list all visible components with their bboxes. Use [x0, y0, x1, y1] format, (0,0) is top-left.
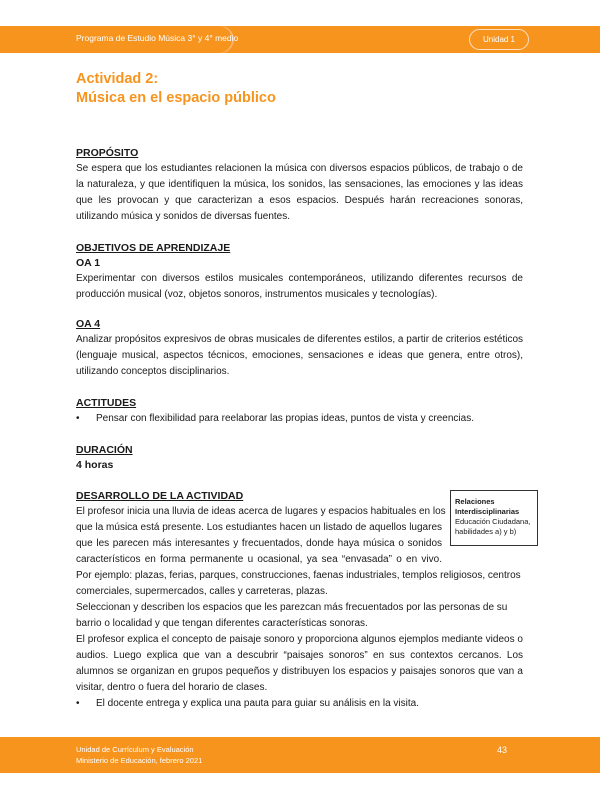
activity-number: Actividad 2: — [76, 71, 159, 87]
page-number: 43 — [497, 745, 508, 755]
footer-ministry: Ministerio de Educación, febrero 2021 — [76, 756, 203, 765]
development-line: característicos en forma permanente u ocasional, ya sea “envasada” o en vivo. — [76, 554, 442, 565]
interdisciplinary-callout — [450, 490, 538, 546]
activity-name: Música en el espacio público — [76, 90, 276, 106]
development-line: El profesor inicia una lluvia de ideas acerca de lugares y espacios habituales en los — [76, 506, 446, 517]
oa4-text: Analizar propósitos expresivos de obras musicales de diferentes estilos, a partir de criterios estéticos (lenguaje musical, aspectos técnicos, emociones, sensaciones e ideas que genera, entre otros), utilizando conceptos disciplinarios. — [76, 334, 523, 377]
purpose-heading: PROPÓSITO — [76, 147, 139, 159]
activity-title — [76, 70, 523, 108]
duration-value: 4 horas — [76, 459, 114, 471]
development-line: que la música está presente. Los estudiantes hacen un listado de aquellos lugares — [76, 522, 442, 533]
oa4-title: OA 4 — [76, 318, 101, 330]
callout-heading-2: Interdisciplinarias — [455, 507, 520, 516]
attitudes-text: Pensar con flexibilidad para reelaborar las propias ideas, puntos de vista y creencias. — [96, 413, 474, 424]
development-paragraph-2: Seleccionan y describen los espacios que les parezcan más frecuentados por las personas de su barrio o localidad y que tengan diferentes características sonoras. — [76, 602, 508, 629]
development-examples: Por ejemplo: plazas, ferias, parques, construcciones, faenas industriales, templos religiosos, centros comerciales, supermercados, calles y carreteras, plazas. — [76, 570, 521, 597]
purpose-text: Se espera que los estudiantes relacionen la música con diversos espacios públicos, de trabajo o de la naturaleza, y que identifiquen la música, los sonidos, las sensaciones, las emociones y las ideas que les provocan y que caracterizan a esos espacios. Después harán recreaciones sonoras, utilizando música y sonidos de diversas fuentes. — [76, 163, 523, 222]
development-bullet-text: El docente entrega y explica una pauta para guiar su análisis en la visita. — [96, 698, 419, 709]
development-heading: DESARROLLO DE LA ACTIVIDAD — [76, 490, 244, 502]
development-line: que les parecen más interesantes y frecuentados, donde haya música o sonidos — [76, 538, 442, 549]
development-intro — [76, 504, 446, 568]
callout-heading-1: Relaciones — [455, 497, 495, 506]
footer-bar — [0, 737, 600, 773]
unit-badge: Unidad 1 — [469, 29, 529, 50]
callout-text-1: Educación Ciudadana, — [455, 517, 531, 526]
bullet-marker: • — [76, 698, 80, 709]
header-program-title: Programa de Estudio Música 3° y 4° medio — [76, 33, 239, 43]
bullet-marker: • — [76, 413, 80, 424]
attitudes-heading: ACTITUDES — [76, 397, 137, 409]
objectives-heading: OBJETIVOS DE APRENDIZAJE — [76, 242, 231, 254]
development-paragraph-3: El profesor explica el concepto de paisaje sonoro y proporciona algunos ejemplos mediante videos o audios. Luego explica que van a descubrir “paisajes sonoros” en sus contextos cercanos. Los alumnos se organizan en grupos pequeños y distribuyen los espacios y paisajes sonoros que van a visitar, dentro o fuera del horario de clases. — [76, 634, 523, 693]
header-bar — [0, 26, 600, 53]
page-content — [76, 70, 523, 712]
duration-heading: DURACIÓN — [76, 444, 133, 456]
oa1-title: OA 1 — [76, 257, 101, 269]
callout-text-2: habilidades a) y b) — [455, 527, 517, 536]
development-bullet — [76, 696, 523, 712]
footer-unit: Unidad de Currículum y Evaluación — [76, 745, 194, 754]
attitudes-item — [76, 411, 523, 427]
oa1-text: Experimentar con diversos estilos musicales contemporáneos, utilizando diferentes recursos de producción musical (voz, objetos sonoros, instrumentos musicales y tecnologías). — [76, 273, 523, 300]
